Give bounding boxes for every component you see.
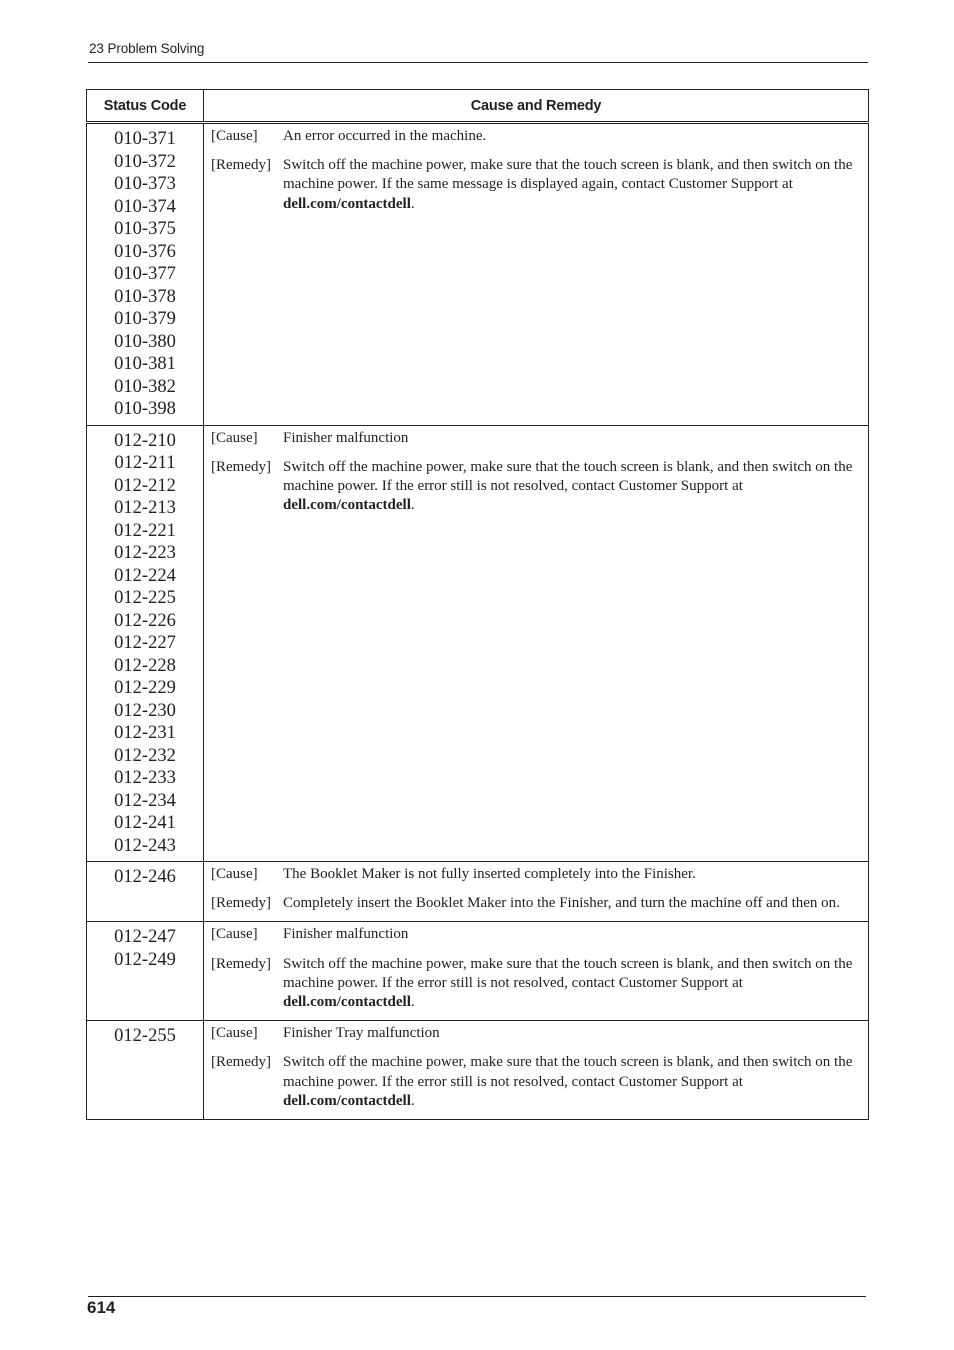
support-link[interactable]: dell.com/contactdell bbox=[283, 195, 411, 212]
cause-remedy-cell bbox=[204, 123, 869, 426]
status-code: 012-213 bbox=[114, 498, 176, 518]
status-code: 012-226 bbox=[114, 610, 176, 631]
table-header-row bbox=[87, 90, 869, 123]
remedy-text bbox=[283, 156, 860, 214]
status-code: 012-221 bbox=[114, 520, 176, 541]
remedy-end: . bbox=[410, 195, 415, 212]
cause-remedy-cell bbox=[204, 425, 869, 862]
support-link[interactable]: dell.com/contactdell bbox=[283, 497, 411, 514]
remedy-body: Switch off the machine power, make sure that the touch screen is blank, and then switch on the machine power. If the error still is not resolved, contact Customer Support at bbox=[283, 1054, 853, 1090]
remedy-tag: [Remedy] bbox=[211, 157, 271, 174]
remedy-end: . bbox=[410, 994, 415, 1011]
remedy-end: . bbox=[410, 1092, 415, 1109]
status-code: 012-211 bbox=[114, 453, 176, 473]
remedy-line bbox=[211, 458, 860, 516]
status-code: 010-372 bbox=[114, 151, 176, 172]
status-code: 012-224 bbox=[114, 565, 176, 586]
cause-line bbox=[211, 925, 860, 944]
status-code: 010-378 bbox=[114, 286, 176, 307]
status-code: 012-223 bbox=[114, 543, 176, 563]
table-row bbox=[87, 1021, 869, 1120]
status-code: 012-241 bbox=[114, 813, 176, 833]
cause-remedy-cell bbox=[204, 922, 869, 1021]
remedy-text bbox=[283, 1053, 860, 1111]
running-head: 23 Problem Solving bbox=[89, 41, 205, 56]
cause-tag: [Cause] bbox=[211, 1025, 258, 1042]
table-body bbox=[87, 123, 869, 1120]
status-code: 010-374 bbox=[114, 196, 176, 217]
remedy-text bbox=[283, 458, 860, 516]
status-code-cell bbox=[87, 922, 204, 1021]
status-code: 012-230 bbox=[114, 700, 176, 721]
remedy-line bbox=[211, 1053, 860, 1111]
status-code: 012-210 bbox=[114, 430, 176, 451]
status-code: 010-371 bbox=[114, 129, 176, 149]
status-code: 012-212 bbox=[114, 475, 176, 496]
status-code: 012-233 bbox=[114, 768, 176, 788]
status-code: 012-228 bbox=[114, 655, 176, 676]
cause-tag: [Cause] bbox=[211, 128, 258, 144]
remedy-tag: [Remedy] bbox=[211, 1054, 271, 1071]
remedy-text bbox=[283, 955, 860, 1013]
status-code: 010-376 bbox=[114, 241, 176, 262]
remedy-tag: [Remedy] bbox=[211, 458, 271, 475]
cause-line bbox=[211, 1024, 860, 1043]
support-link[interactable]: dell.com/contactdell bbox=[283, 1092, 411, 1109]
table-row bbox=[87, 123, 869, 426]
remedy-line bbox=[211, 156, 860, 214]
remedy-body: Switch off the machine power, make sure that the touch screen is blank, and then switch on the machine power. If the same message is displayed again, contact Customer Support at bbox=[283, 157, 853, 193]
status-code-column-header: Status Code bbox=[87, 90, 204, 123]
remedy-tag: [Remedy] bbox=[211, 955, 271, 972]
cause-remedy-column-header: Cause and Remedy bbox=[204, 90, 869, 123]
status-code: 012-227 bbox=[114, 633, 176, 653]
status-code: 012-229 bbox=[114, 678, 176, 698]
cause-line bbox=[211, 429, 860, 448]
cause-tag: [Cause] bbox=[211, 429, 258, 446]
remedy-body: Completely insert the Booklet Maker into the Finisher, and turn the machine off and then on. bbox=[283, 895, 840, 912]
remedy-tag: [Remedy] bbox=[211, 895, 271, 912]
status-code: 012-231 bbox=[114, 723, 176, 743]
cause-line bbox=[211, 865, 860, 884]
page-number: 614 bbox=[87, 1298, 116, 1317]
table-row bbox=[87, 862, 869, 922]
status-code-cell bbox=[87, 1021, 204, 1120]
cause-line bbox=[211, 127, 860, 146]
remedy-body: Switch off the machine power, make sure that the touch screen is blank, and then switch on the machine power. If the error still is not resolved, contact Customer Support at bbox=[283, 458, 853, 494]
remedy-end: . bbox=[410, 497, 415, 514]
status-code-cell bbox=[87, 123, 204, 426]
status-code: 012-249 bbox=[114, 949, 176, 970]
cause-text: Finisher malfunction bbox=[283, 429, 409, 446]
cause-remedy-cell bbox=[204, 862, 869, 922]
status-code-cell bbox=[87, 425, 204, 862]
cause-text: The Booklet Maker is not fully inserted completely into the Finisher. bbox=[283, 866, 696, 882]
status-code-table bbox=[86, 89, 869, 1120]
status-code: 010-379 bbox=[114, 309, 176, 329]
status-code: 012-234 bbox=[114, 790, 176, 811]
status-code: 010-382 bbox=[114, 376, 176, 397]
status-code-cell bbox=[87, 862, 204, 922]
status-code: 010-373 bbox=[114, 174, 176, 194]
status-code: 010-375 bbox=[114, 219, 176, 239]
header-rule bbox=[88, 62, 868, 63]
status-code: 012-255 bbox=[114, 1026, 176, 1047]
cause-tag: [Cause] bbox=[211, 926, 258, 943]
remedy-text bbox=[283, 894, 860, 913]
remedy-body: Switch off the machine power, make sure that the touch screen is blank, and then switch on the machine power. If the error still is not resolved, contact Customer Support at bbox=[283, 955, 853, 991]
cause-remedy-cell bbox=[204, 1021, 869, 1120]
cause-text: Finisher Tray malfunction bbox=[283, 1025, 440, 1042]
remedy-line bbox=[211, 894, 860, 913]
table-row bbox=[87, 425, 869, 862]
support-link[interactable]: dell.com/contactdell bbox=[283, 994, 411, 1011]
footer-rule bbox=[88, 1296, 866, 1297]
cause-text: An error occurred in the machine. bbox=[283, 128, 487, 144]
cause-tag: [Cause] bbox=[211, 866, 258, 882]
remedy-line bbox=[211, 955, 860, 1013]
status-code: 010-377 bbox=[114, 264, 176, 284]
table-row bbox=[87, 922, 869, 1021]
status-code: 012-246 bbox=[114, 867, 176, 887]
status-code: 012-225 bbox=[114, 588, 176, 608]
status-code: 010-380 bbox=[114, 331, 176, 352]
status-code: 012-243 bbox=[114, 835, 176, 856]
cause-text: Finisher malfunction bbox=[283, 926, 409, 943]
status-code: 012-247 bbox=[114, 927, 176, 948]
status-code: 010-381 bbox=[114, 354, 176, 374]
status-code: 010-398 bbox=[114, 399, 176, 419]
status-code: 012-232 bbox=[114, 745, 176, 766]
